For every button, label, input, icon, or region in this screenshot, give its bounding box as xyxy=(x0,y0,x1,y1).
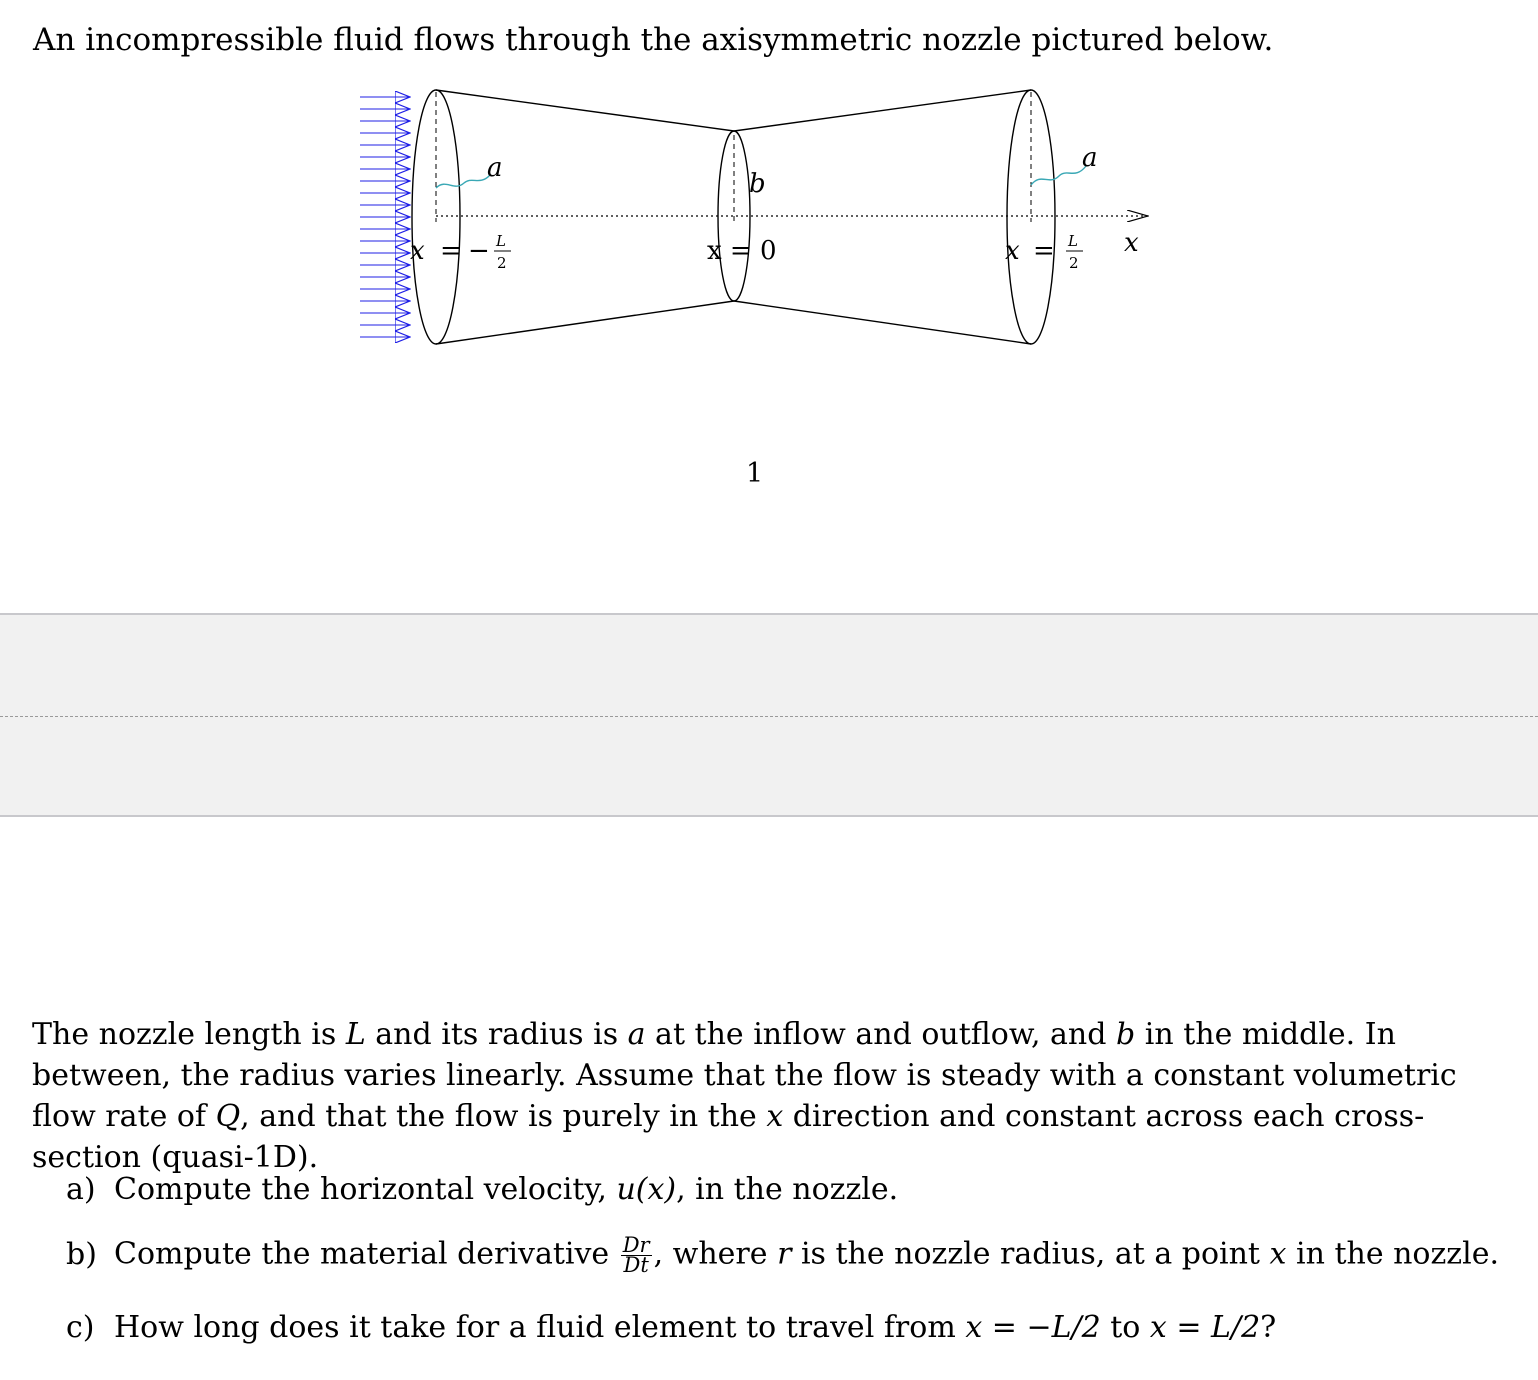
page-number: 1 xyxy=(746,458,764,489)
svg-text:2: 2 xyxy=(497,254,507,272)
svg-text:L: L xyxy=(496,232,506,250)
outlet-radius-label: a xyxy=(1082,143,1098,173)
svg-text:x: x xyxy=(1005,236,1020,266)
lower-wall-left xyxy=(436,301,734,344)
intro-text: An incompressible fluid flows through the axisymmetric nozzle pictured below. xyxy=(33,22,1274,58)
question-a: a) Compute the horizontal velocity, u(x), in the nozzle. xyxy=(66,1172,899,1207)
svg-text:=: = xyxy=(440,236,462,266)
problem-statement: The nozzle length is L and its radius is a at the inflow and outflow, and b in the middle. In between, the radius varies linearly. Assume that the flow is steady with a constant volumetric flow rate of Q, and that the flow is purely in the x direction and constant across each cross-section (quasi-1D). xyxy=(32,1017,1457,1175)
question-c: c) How long does it take for a fluid element to travel from x = −L/2 to x = L/2? xyxy=(66,1310,1277,1345)
inlet-position-label xyxy=(410,232,511,272)
svg-text:2: 2 xyxy=(1069,254,1079,272)
upper-wall-right xyxy=(734,90,1031,131)
page-break-divider xyxy=(0,716,1538,717)
svg-text:L: L xyxy=(1068,232,1078,250)
nozzle-figure xyxy=(0,0,1538,420)
inlet-radius-marker xyxy=(436,175,490,188)
svg-text:=: = xyxy=(1033,236,1055,266)
material-derivative-fraction: $\frac{Dr}{Dt}$ xyxy=(622,1233,650,1277)
page-break-band xyxy=(0,613,1538,817)
lower-wall-right xyxy=(734,301,1031,344)
axis-label: x xyxy=(1124,228,1139,258)
question-b: b) Compute the material derivative $\frac{Dr}{Dt}$ , where r is the nozzle radius, at a point x in the nozzle. xyxy=(66,1233,1499,1277)
throat-position-label: x = 0 xyxy=(707,236,777,266)
throat-radius-label: b xyxy=(749,169,766,199)
upper-wall-left xyxy=(436,90,734,131)
inflow-arrows xyxy=(360,97,410,337)
outlet-radius-marker xyxy=(1031,166,1086,185)
svg-text:x: x xyxy=(410,236,425,266)
inlet-radius-label: a xyxy=(487,153,503,183)
svg-text:−: − xyxy=(468,236,490,266)
outlet-position-label xyxy=(1005,232,1083,272)
